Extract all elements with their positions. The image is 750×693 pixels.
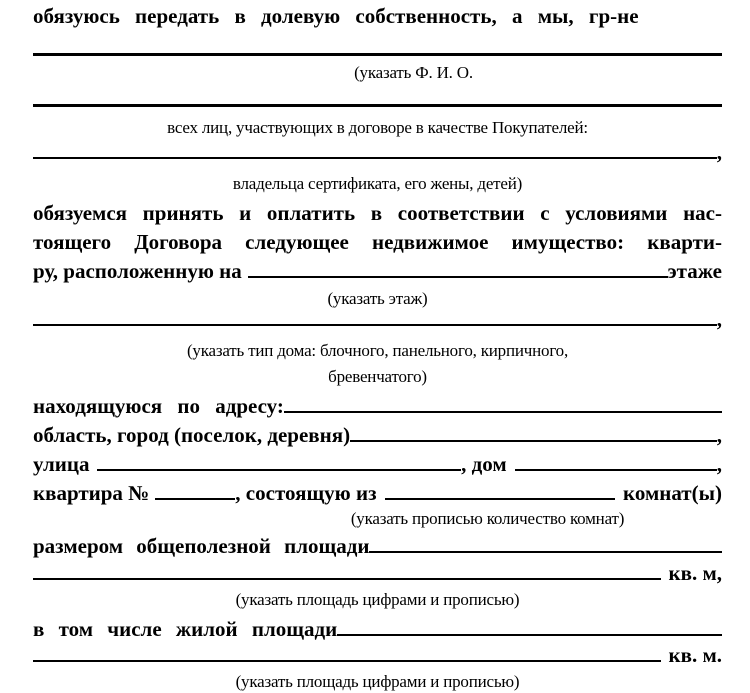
- fill-blank-house-type: [33, 324, 717, 326]
- street-line: [33, 450, 722, 479]
- trailing-comma: ,: [716, 452, 722, 476]
- house-type-blank-line: [33, 307, 722, 331]
- house-type-hint-1: (указать тип дома: блочного, панельного, кирпичного,: [186, 341, 569, 360]
- living-area-label: в том числе жилой площади: [33, 617, 338, 641]
- house-type-hint-2: бревенчатого): [328, 367, 427, 386]
- fill-blank-region: [350, 440, 717, 442]
- apartment-label: квартира №: [33, 481, 150, 505]
- fio-hint: (указать Ф. И. О.: [354, 63, 473, 82]
- trailing-comma: ,: [716, 423, 722, 447]
- living-area-line: [33, 615, 722, 644]
- fill-blank-street: [97, 469, 461, 471]
- fill-blank-buyers: [33, 157, 717, 159]
- buyers-hint: всех лиц, участвующих в договоре в качестве Покупателей:: [167, 118, 588, 137]
- house-label: , дом: [461, 452, 507, 476]
- address-line: [33, 392, 722, 421]
- fill-blank-apartment-number: [155, 498, 235, 500]
- apartment-line: [33, 479, 722, 508]
- area-hint-1: (указать площадь цифрами и прописью): [235, 590, 520, 609]
- sqm-label: кв. м.: [668, 643, 722, 667]
- floor-label: ру, расположенную на: [33, 259, 242, 283]
- fill-blank-fio-line-2: [33, 84, 722, 107]
- region-label: область, город (поселок, деревня): [33, 423, 351, 447]
- trailing-comma: ,: [716, 140, 722, 164]
- total-area-label: размером общеполезной площади: [33, 534, 370, 558]
- sqm-label: кв. м,: [668, 561, 722, 585]
- fill-blank-fio-line-1: [33, 31, 722, 56]
- fill-blank-floor: [248, 276, 668, 278]
- floor-hint: (указать этаж): [327, 289, 428, 308]
- floor-line: [33, 257, 722, 286]
- region-line: [33, 421, 722, 450]
- area-hint-2: (указать площадь цифрами и прописью): [235, 672, 520, 691]
- rooms-hint: (указать прописью количество комнат): [350, 509, 625, 528]
- intro-line: обязуюсь передать в долевую собственность, а мы, гр-не: [33, 4, 639, 28]
- fill-blank-living-area-1: [337, 634, 722, 636]
- fill-blank-total-area-2: [33, 578, 661, 580]
- oblige-line-2: тоящего Договора следующее недвижимое имущество: кварти-: [33, 230, 722, 254]
- total-area-line: [33, 532, 722, 561]
- oblige-line-1: обязуемся принять и оплатить в соответствии с условиями нас-: [33, 201, 722, 225]
- fill-blank-living-area-2: [33, 660, 661, 662]
- living-area-line-2: [33, 644, 722, 666]
- buyers-blank-line: [33, 139, 722, 165]
- fill-blank-rooms-count: [385, 498, 616, 500]
- floor-suffix: этаже: [667, 259, 722, 283]
- street-label: улица: [33, 452, 90, 476]
- total-area-line-2: [33, 561, 722, 585]
- fill-blank-total-area-1: [369, 551, 722, 553]
- fill-blank-address: [284, 411, 722, 413]
- rooms-label: комнат(ы): [623, 481, 722, 505]
- trailing-comma: ,: [716, 307, 722, 331]
- cert-hint: владельца сертификата, его жены, детей): [232, 174, 523, 193]
- fill-blank-house-number: [515, 469, 717, 471]
- address-label: находящуюся по адресу:: [33, 394, 284, 418]
- consisting-label: , состоящую из: [235, 481, 377, 505]
